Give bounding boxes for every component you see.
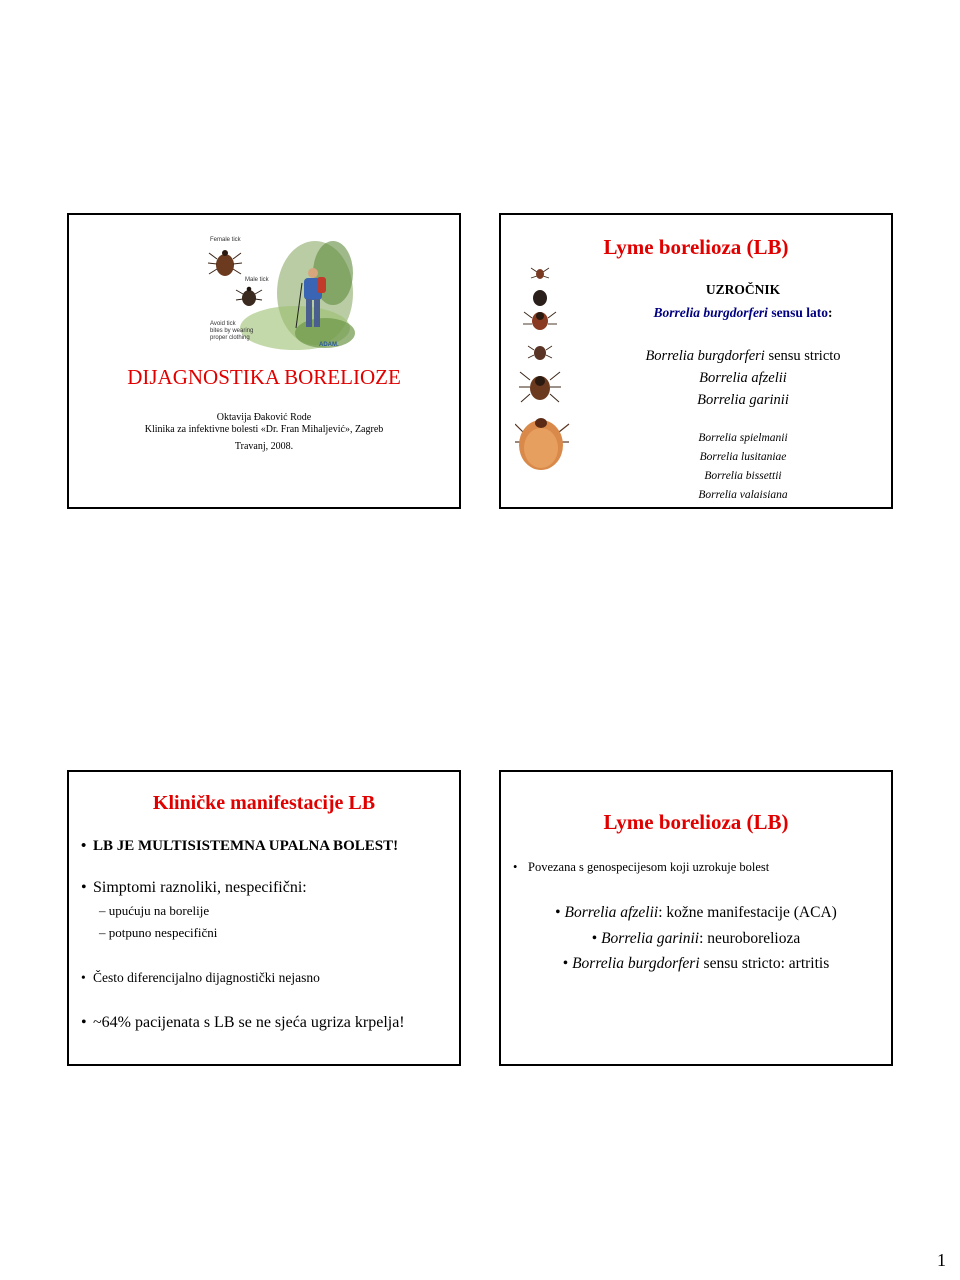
bullet-text: Povezana s genospecijesom koji uzrokuje bolest: [528, 860, 770, 874]
species-name: Borrelia garinii: [697, 392, 789, 408]
species-name: Borrelia afzelii: [564, 904, 659, 921]
species-name: Borrelia afzelii: [699, 370, 787, 386]
manifestation-text: sensu stricto: artritis: [699, 955, 830, 972]
presentation-date: Travanj, 2008.: [234, 441, 294, 452]
minor-species-item: Borrelia bissettii: [704, 470, 782, 482]
bullet-dot: •: [81, 970, 86, 985]
cause-heading: UZROČNIK: [705, 282, 781, 297]
institution-name: Klinika za infektivne bolesti «Dr. Fran Mihaljević», Zagreb: [144, 424, 384, 435]
sensu-lato-text: sensu lato: [767, 305, 828, 320]
sensu-lato-line: [591, 305, 893, 321]
colon: :: [827, 305, 833, 320]
tick-size-images: [515, 260, 571, 505]
caption-line: bites by wearing: [210, 328, 254, 334]
slide-genospecies: [499, 770, 893, 1066]
species-name: Borrelia garinii: [601, 930, 700, 947]
species-name: Borrelia burgdorferi: [572, 955, 700, 972]
bullet-dot: •: [81, 1014, 87, 1031]
illustration-caption: [210, 321, 253, 342]
bullet-dot: •: [81, 879, 87, 896]
bullet-dot: •: [81, 838, 87, 854]
author-block: [69, 412, 459, 436]
genospecies-item: • Borrelia afzelii: kožne manifestacije (ACA): [555, 904, 837, 921]
slide-heading: Lyme borelioza (LB): [603, 235, 789, 259]
male-tick-label: Male tick: [245, 277, 269, 283]
sub-bullet: – potpuno nespecifični: [99, 925, 218, 940]
caption-line: Avoid tick: [210, 321, 236, 327]
slide-clinical-manifestations: [67, 770, 461, 1066]
species-item: [591, 392, 893, 409]
slide-heading: Lyme borelioza (LB): [603, 810, 789, 834]
species-name: Borrelia burgdorferi: [645, 348, 765, 364]
species-suffix: sensu stricto: [764, 348, 841, 364]
slide-title-text: DIJAGNOSTIKA BORELIOZE: [127, 365, 401, 389]
species-item: [591, 370, 893, 387]
species-item: [591, 348, 893, 365]
bullet-dot: •: [513, 860, 518, 874]
sub-bullet: – upućuju na borelije: [99, 903, 210, 918]
slide-lyme-cause: [499, 213, 893, 509]
bullet-text: Simptomi raznoliki, nespecifični:: [93, 879, 307, 896]
sub-bullet-text: potpuno nespecifični: [108, 925, 218, 940]
slide-heading: Kliničke manifestacije LB: [152, 792, 376, 814]
slide-title: [67, 213, 461, 509]
minor-species-item: Borrelia valaisiana: [698, 489, 788, 501]
bullet-text: Često diferencijalno dijagnostički nejasno: [93, 970, 320, 985]
adam-logo: ADAM.: [319, 342, 339, 348]
sub-bullet-text: upućuju na borelije: [108, 903, 210, 918]
genospecies-item: • Borrelia burgdorferi sensu stricto: artritis: [562, 955, 830, 972]
female-tick-label: Female tick: [210, 237, 241, 243]
bullet-text: ~64% pacijenata s LB se ne sjeća ugriza krpelja!: [93, 1014, 405, 1031]
species-name: Borrelia burgdorferi: [653, 305, 768, 320]
page-number: 1: [937, 1250, 946, 1270]
manifestation-text: : kožne manifestacije (ACA): [658, 904, 837, 921]
genospecies-item: • Borrelia garinii: neuroborelioza: [591, 930, 801, 947]
manifestation-text: : neuroborelioza: [699, 930, 801, 947]
author-name: Oktavija Đaković Rode: [216, 412, 312, 423]
bullet-text: LB JE MULTISISTEMNA UPALNA BOLEST!: [93, 838, 399, 854]
minor-species-item: Borrelia spielmanii: [698, 432, 788, 444]
caption-line: proper clothing: [210, 335, 250, 341]
minor-species-item: Borrelia lusitaniae: [699, 451, 787, 463]
